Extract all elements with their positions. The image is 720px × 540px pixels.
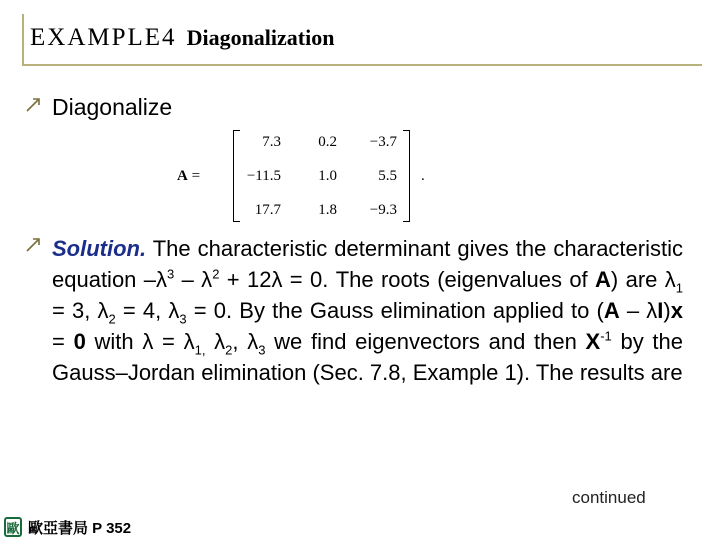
- matrix-cell: 1.8: [318, 202, 337, 218]
- continued-label: continued: [572, 488, 646, 507]
- footer-page-ref: 歐亞書局 P 352: [28, 519, 132, 537]
- instruction-text: Diagonalize: [52, 94, 173, 120]
- title-rule-horizontal: [22, 64, 702, 66]
- title-rule-vertical: [22, 14, 24, 66]
- matrix-A: [175, 128, 435, 224]
- matrix-cell: −11.5: [246, 168, 281, 184]
- example-title: Diagonalization: [186, 25, 335, 50]
- matrix-cell: −9.3: [369, 202, 397, 218]
- bullet-arrow-icon: [24, 234, 44, 254]
- matrix-cell: 0.2: [318, 134, 337, 150]
- solution-label: Solution.: [52, 236, 147, 261]
- bullet-arrow-icon: [24, 94, 44, 114]
- matrix-cell: 5.5: [378, 168, 397, 184]
- matrix-period: .: [421, 168, 425, 184]
- solution-paragraph: Solution. The characteristic determinant gives the characteristic equation $-\lambda^3 - \lambda^2 + 12\lambda = 0$. The roots (eigenvalues of A) are $\lambda_1 = 3$, $\lambda_2 = 4$, $\lambda_3 = 0$. By the Gauss elimination applied to (A – λI)x = 0 with $\lambda = \lambda_{1,}$ $\lambda_2$, $\lambda_3$ we find eigenvectors and then $X^{-1}$ by the Gauss–Jordan elimination (Sec. 7.8, Example 1). The results are: [52, 236, 684, 385]
- example-number: EXAMPLE4: [30, 24, 177, 51]
- slide-title: [30, 24, 334, 52]
- right-bracket: [403, 130, 410, 222]
- matrix-lhs: A =: [177, 168, 201, 184]
- matrix-cell: 1.0: [318, 168, 337, 184]
- matrix-cell: 7.3: [262, 134, 281, 150]
- matrix-cell: −3.7: [369, 134, 397, 150]
- publisher-logo-icon: 歐: [4, 517, 22, 537]
- footer: [4, 515, 131, 539]
- matrix-cell: 17.7: [254, 202, 281, 218]
